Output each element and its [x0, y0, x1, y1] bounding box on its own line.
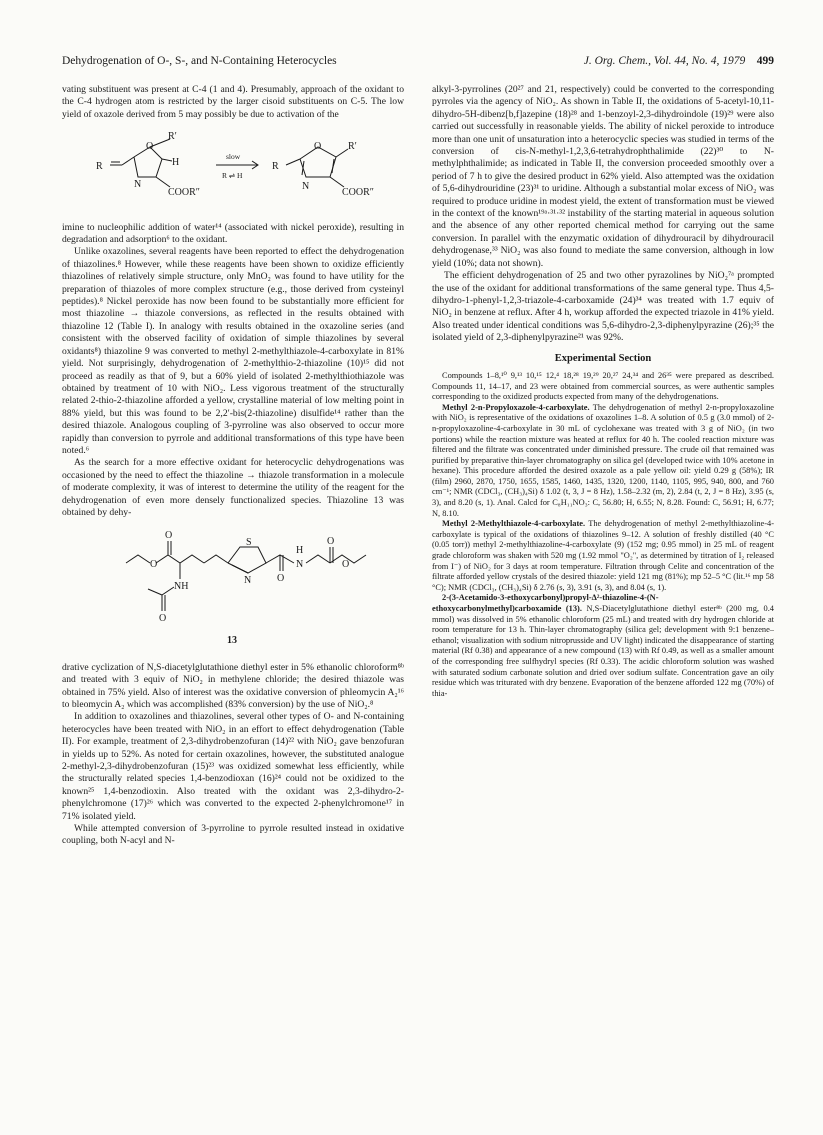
amide-o-label: O [277, 573, 285, 585]
arrow-top-label: slow [226, 152, 241, 162]
left-column [62, 84, 404, 848]
ring-o-label: O [314, 141, 322, 153]
ester-o-label: O [150, 559, 158, 571]
procedure-title: Methyl 2-Methylthiazole-4-carboxylate. [442, 519, 586, 529]
paragraph: alkyl-3-pyrrolines (20²⁷ and 21, respectively) could be converted to the corresponding pyrroles via the agency of NiO₂. As shown in Table II, the oxidations of 5-acetyl-10,11-dihydro-5H-dibenz[b,f]azepine (18)²⁸ and 1-benzoyl-2,3-dihydroindole (19)²⁹ were also carried out successfully in reasonable yields. The ability of nickel peroxide to introduce more than one unit of unsaturation into a heterocyclic species was studied in terms of the conversion of cis-N-methyl-1,2,3,6-tetrahydrophthalimide (22)³⁰ to N-methylphthalimide; as indicated in Table II, the conversion proceeded smoothly over a period of 7 h to give the desired product in 62% yield. Also attempted was the oxidation of 5,6-dihydrouridine (23)³¹ to uridine. Although a substantial molar excess of NiO₂ was required to produce uridine in modest yield, the extent of transformation must be viewed in the context of the known¹⁹ᵃ·³¹·³² instability of the starting material in aqueous solution and the absence of any other reported chemical method for carrying out the same conversion. In parallel with the enzymatic oxidation of dihydrouracil by dihydrouracil dehydrogenase,³³ NiO₂ was also found to mediate the same conversion, although in low yield (10%; data not shown). [432, 84, 774, 269]
ester2-carbonyl-o-label: O [327, 536, 335, 548]
procedure-body: N,S-Diacetylglutathione diethyl ester⁸ᵇ (200 mg, 0.4 mmol) was dissolved in 5% ethanolic chloroform (25 mL) and treated with dry hydrogen chloride at room temperature for 13 h. Thin-layer chromatography (silica gel; development with 9:1 benzene–ethanol; visualization with sodium nitroprusside and UV light) indicated the disappearance of starting material (Rf 0.38) and appearance of a new compound (13) with Rf 0.49, as well as a smaller amount of the corresponding free sulfhydryl species (Rf 0.33). The acidic chloroform solution was washed with saturated sodium carbonate solution and dried over sodium sulfate. Concentration gave an oily residue which was triturated with dry benzene. Evaporation of the benzene afforded 122 mg (70%) of thia- [432, 604, 774, 698]
paragraph: Compounds 1–8,¹⁰ 9,¹³ 10,¹⁵ 12,⁴ 18,²⁸ 19,²⁹ 20,²⁷ 24,³⁴ and 26³⁵ were prepared as described. Compounds 11, 14–17, and 23 were obtained from commercial sources, as were authentic samples corresponding to the oxidized products expected from many of the dehydrogenations. [432, 370, 774, 402]
acetyl-o-label: O [159, 613, 167, 625]
amide-h-label: H [296, 545, 304, 557]
page-number: 499 [756, 55, 774, 67]
h-label: H [172, 157, 180, 169]
ester-label: COOR″ [168, 187, 200, 199]
oxazoline-oxidation-scheme [62, 125, 404, 213]
paragraph: Unlike oxazolines, several reagents have been reported to effect the dehydrogenation of thiazolines.⁸ However, while these reagents have been shown to oxidize efficiently thiazolines of relatively simple structure, only MnO₂ was found to have utility for the preparation of thiazoles of more complex structure (e.g., those derived from cysteinyl peptides).⁸ Nickel peroxide has now been found to be substantially more efficient for most thiazoline → thiazole conversions, as reflected in the results obtained with thiazoline 12 (Table I). In analogy with results obtained in the oxazoline series (and consistent with the observed facility of oxidation of simple thiazolines by several oxidants⁸) thiazoline 9 was converted to methyl 2-methylthiazole-4-carboxylate in 81% yield. Not surprisingly, dehydrogenation of 2-methylthio-2-thiazoline (10)¹⁵ did not proceed as readily as that of 9, but a 60% yield of isolated 2-methylthiothiazole was obtained by treatment of 10 with NiO₂. Less vigorous treatment of the structurally related 2-thio-2-thiazoline afforded a yellow, crystalline material of low melting point in 88% yield, but this was found to be 2,2′-bis(2-thiazoline) disulfide¹⁴ rather than the desired thiazole. Analogous coupling of 3-pyrroline was also observed to occur more rapidly than conversion to pyrrole and additional transformations of this type have been noted.⁶ [62, 246, 404, 456]
procedure-paragraph [432, 519, 774, 593]
right-column [432, 84, 774, 699]
paragraph: imine to nucleophilic addition of water¹⁴ (associated with nickel peroxide), resulting in degradation and adsorption⁶ to the oxidant. [62, 221, 404, 246]
procedure-title: Methyl 2-n-Propyloxazole-4-carboxylate. [442, 402, 590, 412]
paragraph: While attempted conversion of 3-pyrroline to pyrrole resulted instead in oxidative coupling, both N-acyl and N- [62, 823, 404, 847]
r-label: R [272, 161, 279, 173]
procedure-body: The dehydrogenation of methyl 2-n-propyloxazoline with NiO₂ is representative of the oxidations of oxazolines 1–8. A solution of 0.5 g (3.0 mmol) of 2-n-propyloxazoline-4-carboxylate in 30 mL of cyclohexane was treated with 3 g of NiO₂ (in two portions) while the reaction mixture was heated at reflux for 40 h. The cooled reaction mixture was filtered and the filtrate was concentrated under diminished pressure. The crude oil that remained was purified by preparative thin-layer chromatography on silica gel (developed twice with 10% acetone in hexane). This procedure afforded the desired oxazole as a pale yellow oil: yield 0.29 g (58%); IR (film) 2960, 2870, 1750, 1655, 1585, 1460, 1435, 1320, 1200, 1140, 1105, 995, 940, 800, and 760 cm⁻¹; NMR (CDCl₃, (CH₃)₄Si) δ 1.02 (t, 3, J = 8 Hz), 1.58–2.32 (m, 2), 2.84 (t, 2, J = 8 Hz), 3.95 (s, 3), and 8.20 (s, 1). Anal. Calcd for C₈H₁₁NO₃: C, 56.80; H, 6.55; N, 8.28. Found: C, 56.91; H, 6.77; N, 8.10. [432, 402, 774, 518]
compound-number: 13 [227, 635, 237, 647]
paragraph: vating substituent was present at C-4 (1 and 4). Presumably, approach of the oxidant to the C-4 hydrogen atom is restricted by the larger cisoid substituents on C-5. The low yield of oxazole derived from 5 may possibly be due to activation of the [62, 84, 404, 120]
experimental-section [432, 371, 774, 699]
paragraph: drative cyclization of N,S-diacetylglutathione diethyl ester in 5% ethanolic chloroform⁸ᵇ and treated with 3 equiv of NiO₂ in methylene chloride; the desired thiazole was obtained in 75% yield. Also of interest was the oxidative conversion of phleomycin A₂¹⁶ to bleomycin A₂ which was accomplished (83% conversion) by the use of NiO₂.⁸ [62, 661, 404, 710]
r-label: R [96, 161, 103, 173]
r-prime-label: R′ [168, 131, 177, 143]
ring-n-label: N [134, 179, 142, 191]
running-header [62, 55, 774, 71]
thiazoline-13-structure [62, 525, 404, 653]
header-journal: J. Org. Chem., Vol. 44, No. 4, 1979 [583, 55, 746, 67]
procedure-paragraph [432, 593, 774, 699]
paragraph: In addition to oxazolines and thiazolines, several other types of O- and N-containing heterocycles have been treated with NiO₂ in an effort to effect dehydrogenation (Table II). For example, treatment of 2,3-dihydrobenzofuran (14)²² with NiO₂ gave benzofuran in yields up to 52%. As noted for certain oxazolines, however, the substituted analogue 2-methyl-2,3-dihydrobenzofuran (15)²³ was oxidized somewhat less efficiently, while the structurally related species 1,4-benzodioxan (16)²⁴ could not be oxidized to the known²⁵ 1,4-benzodioxin. Also treated with the oxidant was 2,3-dihydro-2-phenylchromone (17)²⁶ which was converted to the expected 2-phenylchromone¹⁷ in 71% isolated yield. [62, 711, 404, 822]
amide-n-label: N [296, 559, 304, 571]
header-title: Dehydrogenation of O-, S-, and N-Containing Heterocycles [62, 55, 337, 67]
procedure-paragraph [432, 403, 774, 520]
ring-o-label: O [146, 141, 154, 153]
paragraph: The efficient dehydrogenation of 25 and two other pyrazolines by NiO₂⁷ᵃ prompted the use of the oxidant for additional transformations of the same general type. Thus 4,5-dihydro-1-phenyl-1,2,3-triazole-4-carboxamide (24)³⁴ was treated with 1.7 equiv of NiO₂ in benzene at reflux. After 4 h, workup afforded the expected triazole in 41% yield. Also treated under identical conditions was 5,6-dihydro-2,3-diphenylpyrazine (26);³⁵ the isolated yield of 2,3-diphenylpyrazine²¹ was 92%. [432, 270, 774, 344]
ester-label: COOR″ [342, 187, 374, 199]
ring-n-label: N [302, 181, 310, 193]
paragraph: As the search for a more effective oxidant for heterocyclic dehydrogenations was occasioned by the need to effect the thiazoline → thiazole transformation in a molecule of moderate complexity, it was of interest to determine the utility of the reagent for the dehydrogenation of even more densely functionalized species. Thiazoline 13 was obtained by dehy- [62, 457, 404, 518]
ring-n-label: N [244, 575, 252, 587]
carbonyl-o-label: O [165, 530, 173, 542]
procedure-title: 2-(3-Acetamido-3-ethoxycarbonyl)propyl-Δ²-thiazoline-4-(N-ethoxycarbonylmethyl)carboxamide (13). [432, 593, 659, 613]
r-prime-label: R′ [348, 141, 357, 153]
arrow-bottom-label: R ⇌ H [222, 171, 243, 181]
ester2-o-label: O [342, 559, 350, 571]
header-citation [584, 55, 774, 67]
amide-nh-label: NH [174, 581, 189, 593]
ring-s-label: S [246, 537, 252, 549]
section-heading: Experimental Section [554, 352, 652, 364]
procedure-body: The dehydrogenation of methyl 2-methylthiazoline-4-carboxylate is typical of the oxidations of thiazolines 9–12. A solution of freshly distilled (40 °C (0.05 torr)) methyl 2-methylthiazoline-4-carboxylate (9) (152 mg; 0.95 mmol) in 25 mL of reagent grade chloroform was shaken with 520 mg (1.92 mmol "O₂", as determined by titration of I₂ released from I⁻) of NiO₂ for 3 days at room temperature. Filtration through Celite and concentration of the filtrate afforded yellow crystals of the desired thiazole: yield 121 mg (81%); mp 52–5 °C (lit.¹⁶ mp 58 °C); NMR (CDCl₃, (CH₃)₄Si) δ 2.76 (s, 3), 3.91 (s, 3), and 8.04 (s, 1). [432, 519, 774, 592]
